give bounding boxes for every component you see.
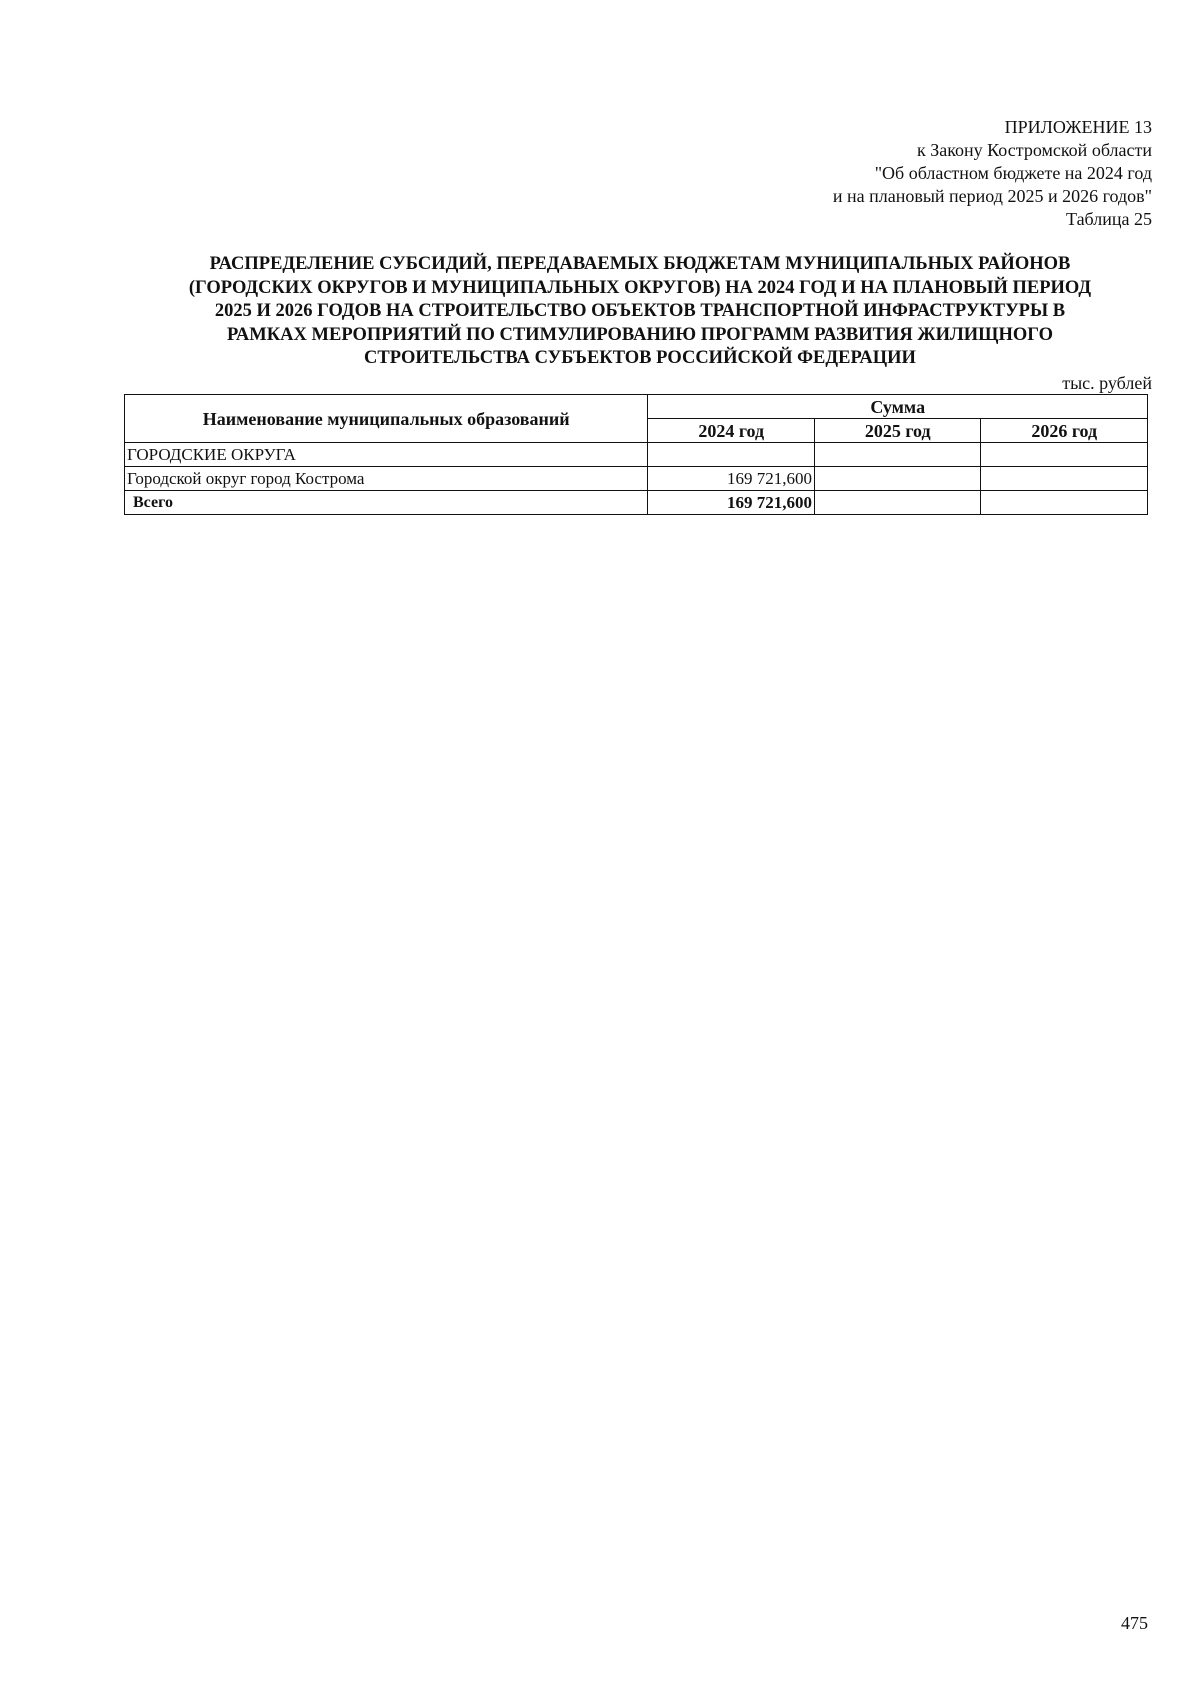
title-line: СТРОИТЕЛЬСТВА СУБЪЕКТОВ РОССИЙСКОЙ ФЕДЕРАЦИИ bbox=[364, 348, 916, 368]
law-title-line: "Об областном бюджете на 2024 год bbox=[874, 163, 1152, 183]
title-line: 2025 И 2026 ГОДОВ НА СТРОИТЕЛЬСТВО ОБЪЕКТОВ ТРАНСПОРТНОЙ ИНФРАСТРУКТУРЫ В bbox=[214, 301, 1066, 321]
total-value-2026 bbox=[981, 491, 1148, 515]
appendix-header bbox=[833, 116, 1152, 231]
law-title-line: и на плановый период 2025 и 2026 годов" bbox=[832, 186, 1152, 206]
row-value-2026 bbox=[981, 467, 1148, 491]
row-value-2026 bbox=[981, 443, 1148, 467]
table-header-row bbox=[125, 395, 1148, 419]
column-header-2026: 2026 год bbox=[981, 419, 1148, 443]
law-reference-line: к Закону Костромской области bbox=[916, 140, 1152, 160]
row-value-2024: 169 721,600 bbox=[648, 467, 815, 491]
column-header-2024: 2024 год bbox=[648, 419, 815, 443]
column-header-sum: Сумма bbox=[648, 395, 1148, 419]
row-name: Городской округ город Кострома bbox=[125, 467, 648, 491]
document-title bbox=[120, 253, 1160, 371]
row-value-2025 bbox=[815, 467, 981, 491]
title-line: РАСПРЕДЕЛЕНИЕ СУБСИДИЙ, ПЕРЕДАВАЕМЫХ БЮДЖЕТАМ МУНИЦИПАЛЬНЫХ РАЙОНОВ bbox=[209, 254, 1071, 274]
total-value-2024: 169 721,600 bbox=[648, 491, 815, 515]
total-label: Всего bbox=[125, 491, 648, 515]
subsidy-table bbox=[124, 394, 1148, 515]
row-name: ГОРОДСКИЕ ОКРУГА bbox=[125, 443, 648, 467]
column-header-2025: 2025 год bbox=[815, 419, 981, 443]
table-row bbox=[125, 443, 1148, 467]
table-total-row bbox=[125, 491, 1148, 515]
row-value-2025 bbox=[815, 443, 981, 467]
title-line: (ГОРОДСКИХ ОКРУГОВ И МУНИЦИПАЛЬНЫХ ОКРУГОВ) НА 2024 ГОД И НА ПЛАНОВЫЙ ПЕРИОД bbox=[188, 277, 1092, 298]
appendix-number: ПРИЛОЖЕНИЕ 13 bbox=[1004, 117, 1152, 137]
page-number: 475 bbox=[1121, 1613, 1148, 1633]
total-value-2025 bbox=[815, 491, 981, 515]
column-header-name: Наименование муниципальных образований bbox=[125, 395, 648, 443]
table-row bbox=[125, 467, 1148, 491]
title-line: РАМКАХ МЕРОПРИЯТИЙ ПО СТИМУЛИРОВАНИЮ ПРОГРАММ РАЗВИТИЯ ЖИЛИЩНОГО bbox=[227, 324, 1053, 345]
units-label: тыс. рублей bbox=[1062, 373, 1152, 393]
table-reference: Таблица 25 bbox=[1066, 209, 1152, 229]
row-value-2024 bbox=[648, 443, 815, 467]
